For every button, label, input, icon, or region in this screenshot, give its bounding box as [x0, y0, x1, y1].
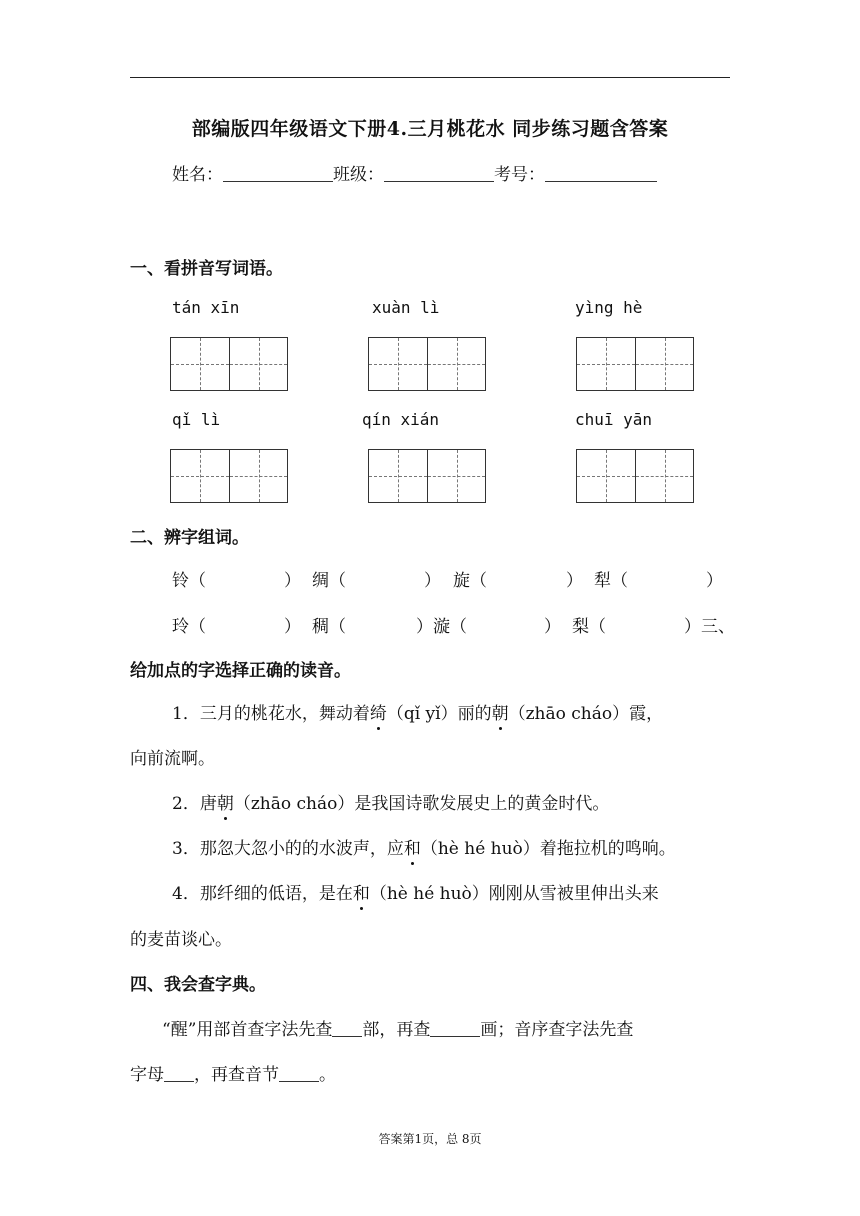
name-blank[interactable]	[223, 165, 333, 182]
name-label: 姓名：	[172, 165, 223, 185]
word-group-row2-f: 梨（	[572, 617, 606, 637]
word-group-row1-c: 绸（	[312, 571, 346, 591]
page-footer: 答案第1页，总 8页	[378, 1132, 482, 1146]
word-group-row1-d: ）	[424, 571, 441, 591]
word-group-row1-e: 旋（	[453, 571, 487, 591]
word-group-row2-b: ）	[284, 617, 301, 637]
section4-heading: 四、我会查字典。	[130, 975, 266, 995]
grid-cell[interactable]	[229, 338, 287, 390]
word-group-row2-g: ）三、	[684, 617, 735, 637]
question-1: 1．三月的桃花水，舞动着绮（qǐ yǐ）丽的朝（zhāo cháo）霞，	[172, 699, 663, 724]
pinyin-1: tán xīn	[172, 298, 240, 317]
pinyin-3: yìng hè	[575, 298, 643, 317]
grid-cell[interactable]	[229, 450, 287, 502]
dotted-char: 朝	[217, 789, 234, 814]
question-4: 4．那纤细的低语，是在和（hè hé huò）刚刚从雪被里伸出头来	[172, 879, 659, 904]
grid-cell[interactable]	[635, 450, 693, 502]
id-blank[interactable]	[545, 165, 657, 182]
class-label: 班级：	[333, 165, 384, 185]
dictionary-line-1: “醒”用部首查字法先查 部，再查 画；音序查字法先查	[162, 1020, 634, 1040]
dictionary-line-2: 字母 ，再查音节 。	[130, 1065, 336, 1085]
word-group-row1-h: ）	[706, 571, 723, 591]
dotted-char: 和	[404, 834, 421, 859]
writing-grid[interactable]	[170, 449, 288, 503]
word-group-row2-e: ）	[544, 617, 561, 637]
student-info-line	[172, 160, 657, 185]
pinyin-4: qǐ lì	[172, 410, 221, 429]
grid-cell[interactable]	[369, 338, 427, 390]
section2-heading: 二、辨字组词。	[130, 528, 249, 548]
grid-cell[interactable]	[427, 338, 485, 390]
word-group-row1-a: 铃（	[172, 571, 206, 591]
dotted-char: 朝	[492, 699, 509, 724]
writing-grid[interactable]	[368, 449, 486, 503]
word-group-row1-f: ）	[566, 571, 583, 591]
word-group-row2-d: ）漩（	[416, 617, 467, 637]
pinyin-6: chuī yān	[575, 410, 653, 429]
word-group-row1-b: ）	[284, 571, 301, 591]
grid-cell[interactable]	[369, 450, 427, 502]
question-4-continued: 的麦苗谈心。	[130, 930, 232, 950]
section1-heading: 一、看拼音写词语。	[130, 259, 283, 279]
grid-cell[interactable]	[577, 338, 635, 390]
grid-cell[interactable]	[635, 338, 693, 390]
word-group-row2-c: 稠（	[312, 617, 346, 637]
radical-blank[interactable]	[332, 1020, 362, 1037]
question-3: 3．那忽大忽小的的水波声，应和（hè hé huò）着拖拉机的鸣响。	[172, 834, 676, 859]
grid-cell[interactable]	[171, 338, 229, 390]
word-group-row1-g: 犁（	[594, 571, 628, 591]
pinyin-2: xuàn lì	[372, 298, 440, 317]
pinyin-5: qín xián	[362, 410, 440, 429]
letter-blank[interactable]	[164, 1065, 194, 1082]
syllable-blank[interactable]	[279, 1065, 319, 1082]
grid-cell[interactable]	[171, 450, 229, 502]
writing-grid[interactable]	[576, 449, 694, 503]
question-2: 2．唐朝（zhāo cháo）是我国诗歌发展史上的黄金时代。	[172, 789, 609, 814]
header-rule	[130, 77, 730, 78]
class-blank[interactable]	[384, 165, 494, 182]
id-label: 考号：	[494, 165, 545, 185]
word-group-row2-a: 玲（	[172, 617, 206, 637]
writing-grid[interactable]	[170, 337, 288, 391]
strokes-blank[interactable]	[430, 1020, 480, 1037]
writing-grid[interactable]	[576, 337, 694, 391]
document-title: 部编版四年级语文下册4.三月桃花水 同步练习题含答案	[191, 118, 669, 140]
section3-heading: 给加点的字选择正确的读音。	[130, 661, 351, 681]
question-1-continued: 向前流啊。	[130, 749, 215, 769]
grid-cell[interactable]	[577, 450, 635, 502]
dotted-char: 绮	[370, 699, 387, 724]
grid-cell[interactable]	[427, 450, 485, 502]
dotted-char: 和	[353, 879, 370, 904]
writing-grid[interactable]	[368, 337, 486, 391]
